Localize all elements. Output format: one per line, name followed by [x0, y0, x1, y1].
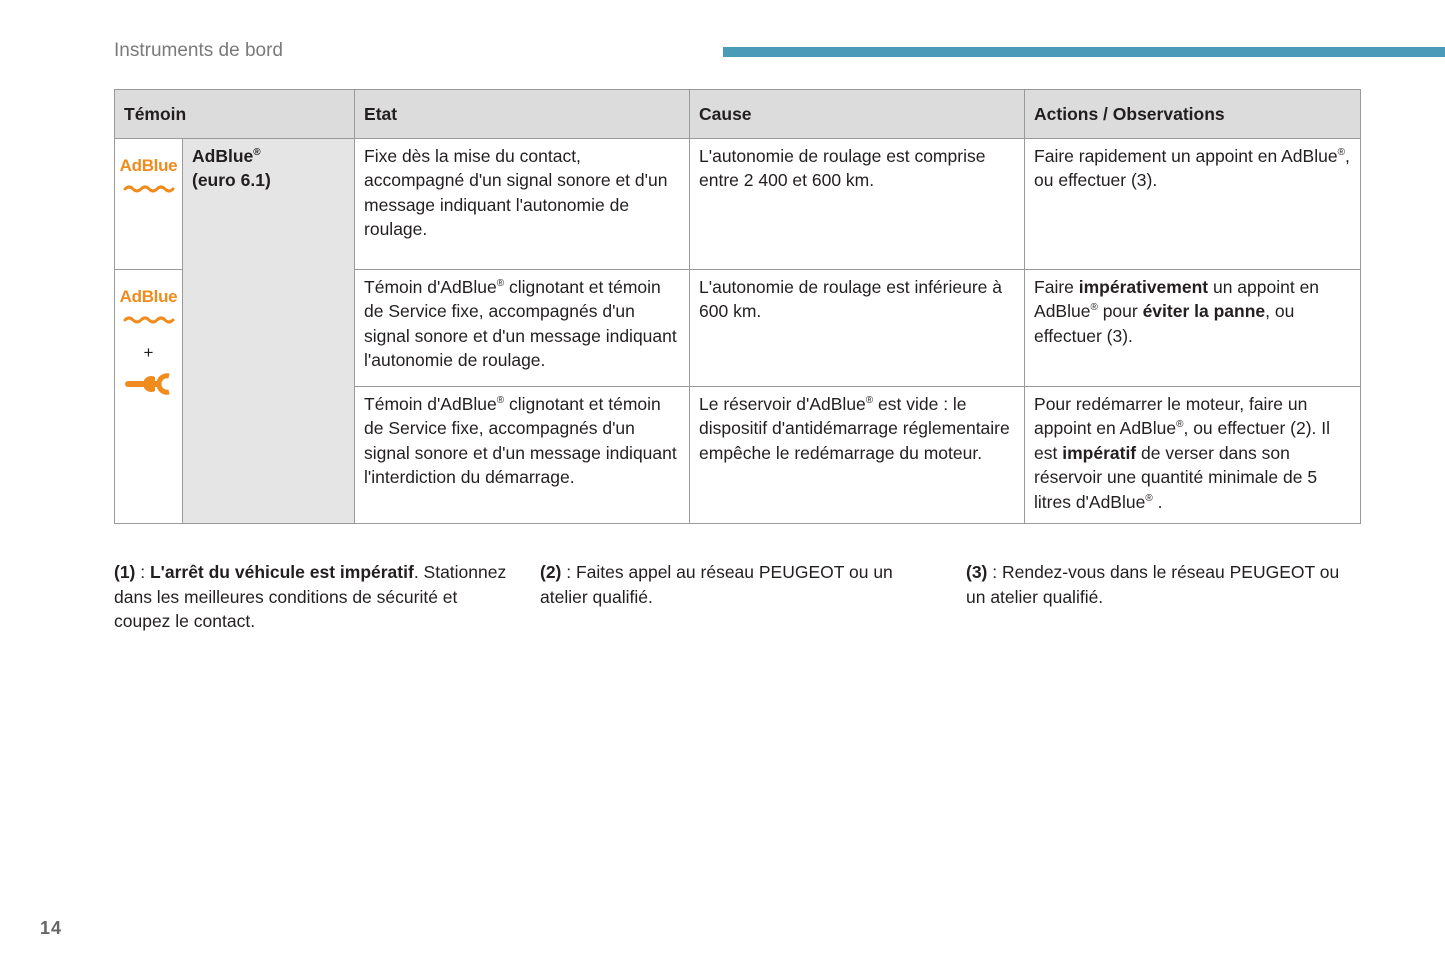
table-header-row [115, 90, 1361, 139]
table-row [115, 138, 1361, 269]
etat-cell: Fixe dès la mise du contact, accompagné d'un signal sonore et d'un message indiquant l'autonomie de roulage. [355, 138, 690, 269]
cause-cell: L'autonomie de roulage est inférieure à 600 km. [690, 269, 1025, 386]
indicator-name: AdBlue [192, 145, 254, 166]
wave-icon [123, 184, 175, 194]
indicator-icon-cell [115, 138, 183, 269]
etat-cell: Témoin d'AdBlue® clignotant et témoin de Service fixe, accompagnés d'un signal sonore et d'un message indiquant l'autonomie de roulage. [355, 269, 690, 386]
header-cause: Cause [690, 90, 1025, 139]
header-etat: Etat [355, 90, 690, 139]
indicator-name-cell: AdBlue® (euro 6.1) [183, 138, 355, 523]
actions-cell: Faire impérativement un appoint en AdBlue® pour éviter la panne, ou effectuer (3). [1025, 269, 1361, 386]
indicator-subname: (euro 6.1) [192, 170, 271, 190]
actions-cell: Faire rapidement un appoint en AdBlue®, ou effectuer (3). [1025, 138, 1361, 269]
adblue-warning-icon: AdBlue [118, 156, 180, 201]
adblue-warning-icon: AdBlue [118, 287, 180, 332]
plus-sign: + [143, 343, 154, 362]
actions-cell: Pour redémarrer le moteur, faire un appoint en AdBlue®, ou effectuer (2). Il est impératif de verser dans son réservoir une quantité minimale de 5 litres d'AdBlue® . [1025, 386, 1361, 523]
warning-lights-table [114, 89, 1361, 524]
page-number: 14 [40, 918, 63, 938]
wave-icon [123, 315, 175, 325]
wrench-service-icon [125, 373, 173, 395]
etat-cell: Témoin d'AdBlue® clignotant et témoin de Service fixe, accompagnés d'un signal sonore et d'un message indiquant l'interdiction du démarrage. [355, 386, 690, 523]
header-temoin: Témoin [115, 90, 355, 139]
indicator-icon-cell [115, 269, 183, 523]
header-actions: Actions / Observations [1025, 90, 1361, 139]
footnote-1: (1) : L'arrêt du véhicule est impératif. Stationnez dans les meilleures conditions de sécurité et coupez le contact. [114, 562, 507, 631]
footnote-2: (2) : Faites appel au réseau PEUGEOT ou un atelier qualifié. [540, 562, 893, 607]
page-section-title: Instruments de bord [114, 40, 283, 61]
header-accent-bar [723, 47, 1445, 57]
footnote-3: (3) : Rendez-vous dans le réseau PEUGEOT ou un atelier qualifié. [966, 562, 1340, 607]
cause-cell: L'autonomie de roulage est comprise entre 2 400 et 600 km. [690, 138, 1025, 269]
cause-cell: Le réservoir d'AdBlue® est vide : le dispositif d'antidémarrage réglementaire empêche le redémarrage du moteur. [690, 386, 1025, 523]
